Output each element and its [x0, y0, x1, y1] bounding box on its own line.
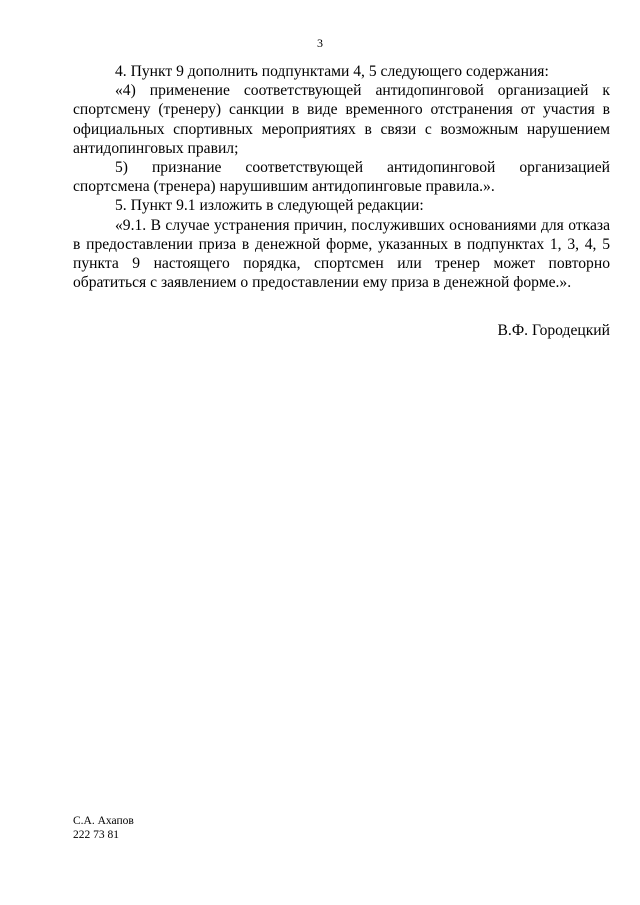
paragraph-item-9-1: «9.1. В случае устранения причин, послуживших основаниями для отказа в предоставлении приза в денежной форме, указанных в подпунктах 1, 3, 4, 5 пункта 9 настоящего порядка, спортсмен или тренер может повторно обратиться с заявлением о предоставлении ему приза в денежной форме.».	[73, 216, 610, 292]
executor-phone: 222 73 81	[73, 828, 119, 841]
paragraph-item-5-intro: 5. Пункт 9.1 изложить в следующей редакции:	[115, 197, 424, 215]
executor-block	[73, 815, 134, 842]
paragraph-item-4-intro: 4. Пункт 9 дополнить подпунктами 4, 5 следующего содержания:	[115, 63, 549, 80]
document-body	[73, 62, 610, 292]
paragraph-subitem-4: «4) применение соответствующей антидопинговой организацией к спортсмену (тренеру) санкции в виде временного отстранения от участия в официальных спортивных мероприятиях в связи с возможным нарушением антидопинговых правил;	[73, 82, 610, 157]
page-number: 3	[317, 36, 323, 50]
paragraph-subitem-5: 5) признание соответствующей антидопинговой организацией спортсмена (тренера) нарушившим антидопинговые правила.».	[73, 159, 610, 196]
signature-name: В.Ф. Городецкий	[497, 322, 610, 339]
executor-name: С.А. Ахапов	[73, 815, 134, 827]
